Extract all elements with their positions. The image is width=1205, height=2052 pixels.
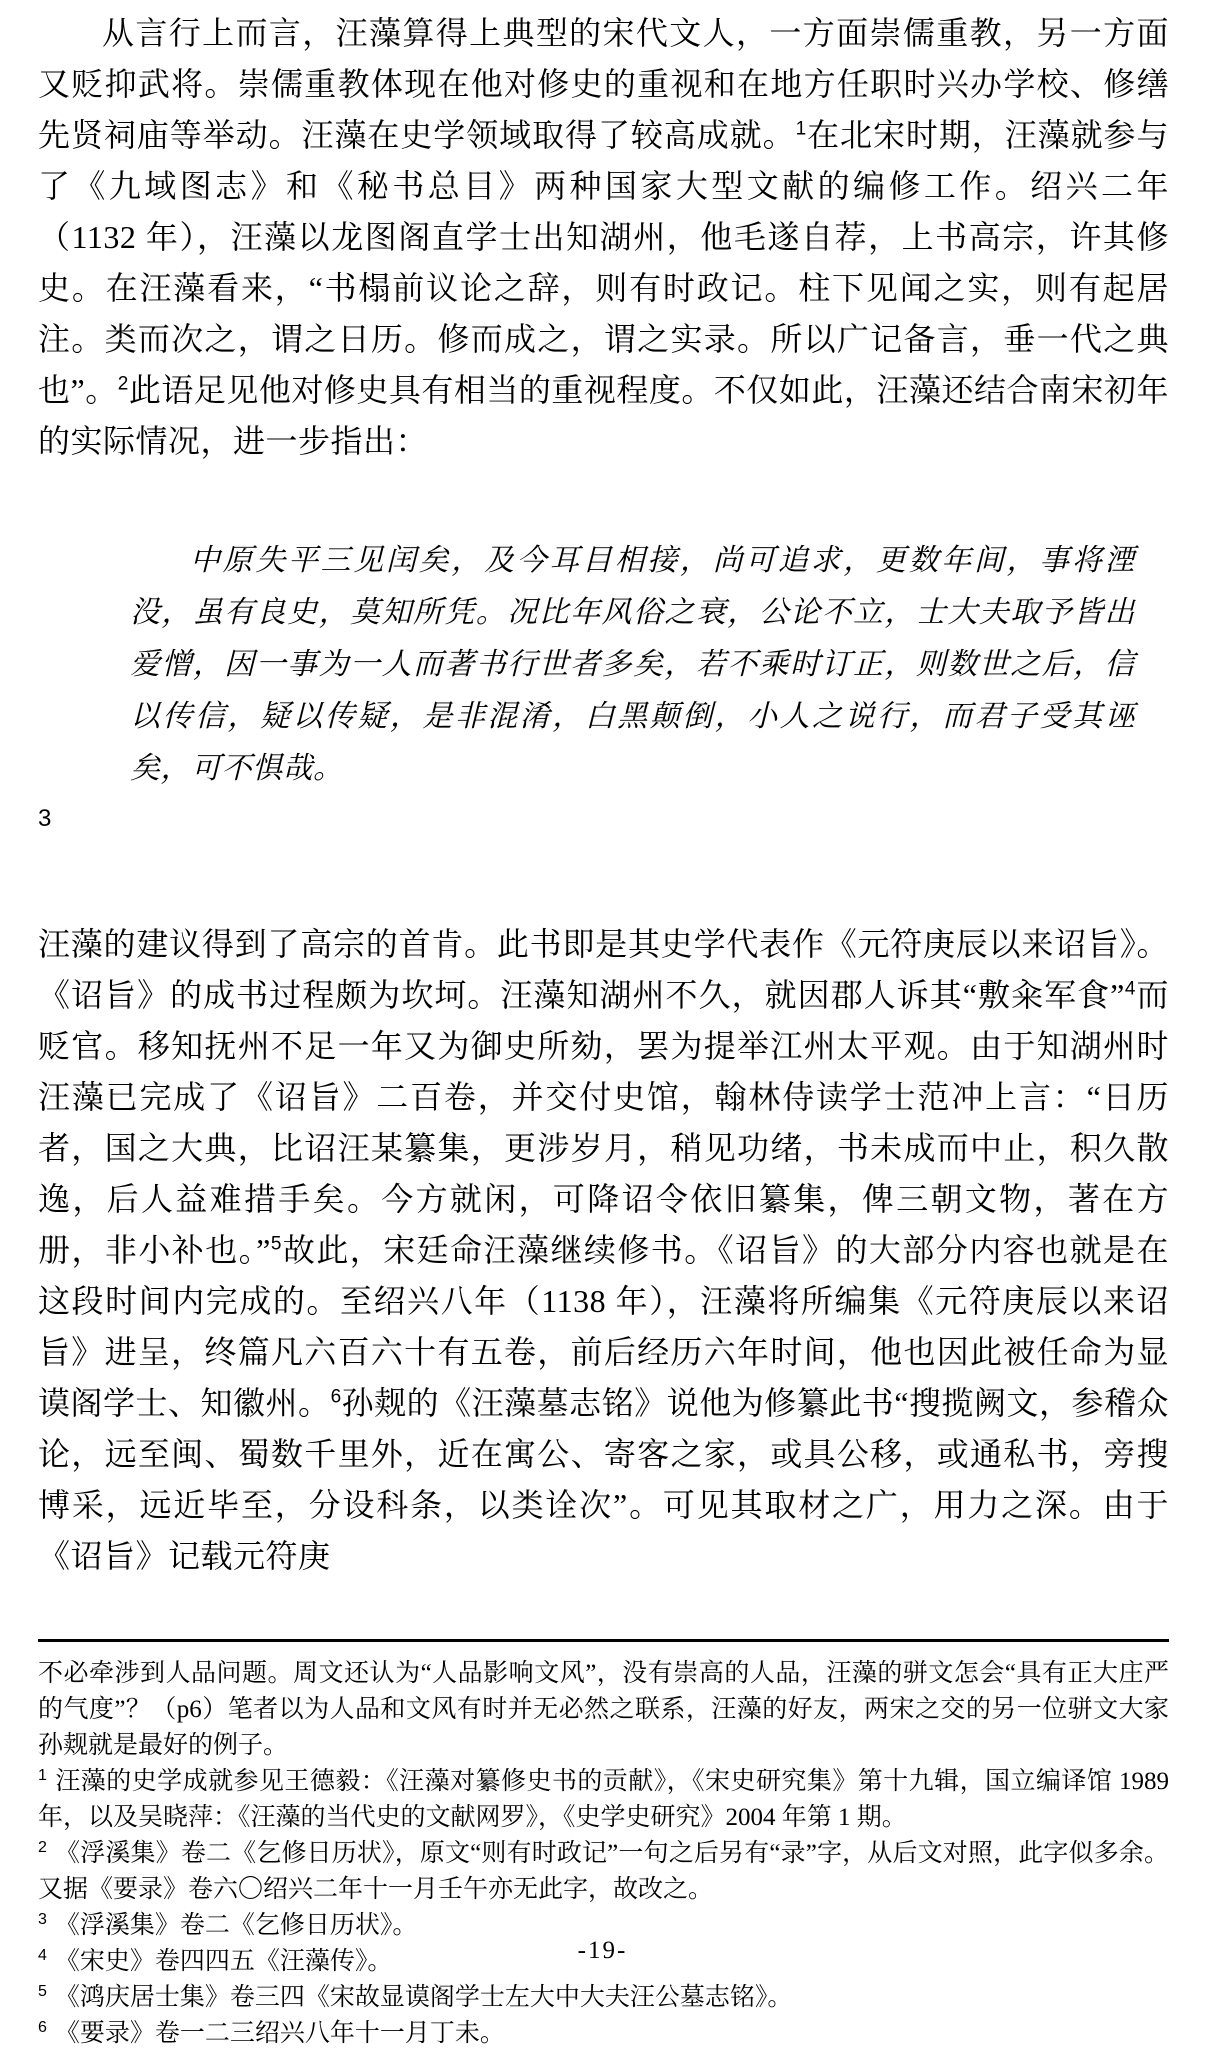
paragraph-2-text-c: 故此，宋廷命汪藻继续修书。《诏旨》的大部分内容也就是在这段时间内完成的。至绍兴八年（1138 年），汪藻将所编集《元符庚辰以来诏旨》进呈，终篇凡六百六十有五卷，前后经历六年时间，他也因此被任命为显谟阁学士、知徽州。 [38,1232,1169,1421]
footnote-4-text: 《宋史》卷四四五《汪藻传》。 [54,1948,393,1975]
footnote-continuation [38,1656,1169,1764]
paragraph-1-text-b: 在北宋时期，汪藻就参与了《九域图志》和《秘书总目》两种国家大型文献的编修工作。绍兴二年（1132 年），汪藻以龙图阁直学士出知湖州，他毛遂自荐，上书高宗，许其修史。在汪藻看来，“书榻前议论之辞，则有时政记。柱下见闻之实，则有起居注。类而次之，谓之日历。修而成之，谓之实录。所以广记备言，垂一代之典也”。 [38,117,1169,408]
footnote-5 [38,1980,1169,2016]
footnote-ref-3: 3 [38,805,52,832]
paragraph-2-text-b: 而贬官。移知抚州不足一年又为御史所劾，罢为提举江州太平观。由于知湖州时汪藻已完成了《诏旨》二百卷，并交付史馆，翰林侍读学士范冲上言：“日历者，国之大典，比诏汪某纂集，更涉岁月，稍见功绪，书未成而中止，积久散逸，后人益难措手矣。今方就闲，可降诏令依旧纂集，俾三朝文物，著在方册，非小补也。” [38,977,1169,1268]
footnote-1-marker: 1 [38,1766,47,1784]
page-number: -19- [577,1937,628,1964]
footnote-3-marker: 3 [38,1910,47,1928]
footnote-4-marker: 4 [38,1946,47,1964]
block-quote [130,535,1135,795]
block-quote-text: 中原失平三见闰矣，及今耳目相接，尚可追求，更数年间，事将湮没，虽有良史，莫知所凭。况比年风俗之衰，公论不立，士大夫取予皆出爱憎，因一事为一人而著书行世者多矣，若不乘时订正，则数世之后，信以传信，疑以传疑，是非混淆，白黑颠倒，小人之说行，而君子受其诬矣，可不惧哉。 [130,544,1135,785]
paragraph-1 [38,8,1169,467]
footnote-3-text: 《浮溪集》卷二《乞修日历状》。 [54,1912,418,1939]
footnote-5-text: 《鸿庆居士集》卷三四《宋故显谟阁学士左大中大夫汪公墓志铭》。 [54,1984,793,2011]
footnote-6-marker: 6 [38,2018,47,2036]
footnote-ref-1: 1 [795,118,807,140]
footnote-continuation-text: 不必牵涉到人品问题。周文还认为“人品影响文风”，没有崇高的人品，汪藻的骈文怎会“具有正大庄严的气度”？（p6）笔者以为人品和文风有时并无必然之联系，汪藻的好友，两宋之交的另一位骈文大家孙觌就是最好的例子。 [38,1660,1169,1759]
footnote-1 [38,1764,1169,1836]
footnote-divider [38,1639,1169,1642]
paragraph-2 [38,919,1169,1582]
footnote-2-text: 《浮溪集》卷二《乞修日历状》，原文“则有时政记”一句之后另有“录”字，从后文对照，此字似多余。又据《要录》卷六〇绍兴二年十一月壬午亦无此字，故改之。 [38,1840,1169,1903]
footnote-2 [38,1836,1169,1908]
footnote-1-text: 汪藻的史学成就参见王德毅：《汪藻对纂修史书的贡献》，《宋史研究集》第十九辑，国立编译馆 1989 年，以及吴晓萍：《汪藻的当代史的文献网罗》，《史学史研究》2004 年第 1 期。 [38,1768,1169,1831]
paragraph-1-text-a: 从言行上而言，汪藻算得上典型的宋代文人，一方面崇儒重教，另一方面又贬抑武将。崇儒重教体现在他对修史的重视和在地方任职时兴办学校、修缮先贤祠庙等举动。汪藻在史学领域取得了较高成就。 [38,15,1169,153]
footnote-ref-5: 5 [270,1233,282,1255]
footnote-6-text: 《要录》卷一二三绍兴八年十一月丁未。 [54,2020,505,2047]
paragraph-1-text-c: 此语足见他对修史具有相当的重视程度。不仅如此，汪藻还结合南宋初年的实际情况，进一步指出： [38,372,1169,459]
footnote-ref-2: 2 [117,373,129,395]
footnote-5-marker: 5 [38,1982,47,2000]
footnote-6 [38,2016,1169,2052]
footnotes-section [38,1656,1169,2052]
footnote-2-marker: 2 [38,1838,47,1856]
paragraph-2-text-d: 孙觌的《汪藻墓志铭》说他为修纂此书“搜揽阙文，参稽众论，远至闽、蜀数千里外，近在寓公、寄客之家，或具公移，或通私书，旁搜博采，远近毕至，分设科条，以类诠次”。可见其取材之广，用力之深。由于《诏旨》记载元符庚 [38,1385,1169,1574]
footnote-ref-6: 6 [330,1386,342,1408]
footnote-ref-4: 4 [1124,978,1136,1000]
paragraph-2-text-a: 汪藻的建议得到了高宗的首肯。此书即是其史学代表作《元符庚辰以来诏旨》。《诏旨》的成书过程颇为坎坷。汪藻知湖州不久，就因郡人诉其“敷籴军食” [38,926,1169,1013]
